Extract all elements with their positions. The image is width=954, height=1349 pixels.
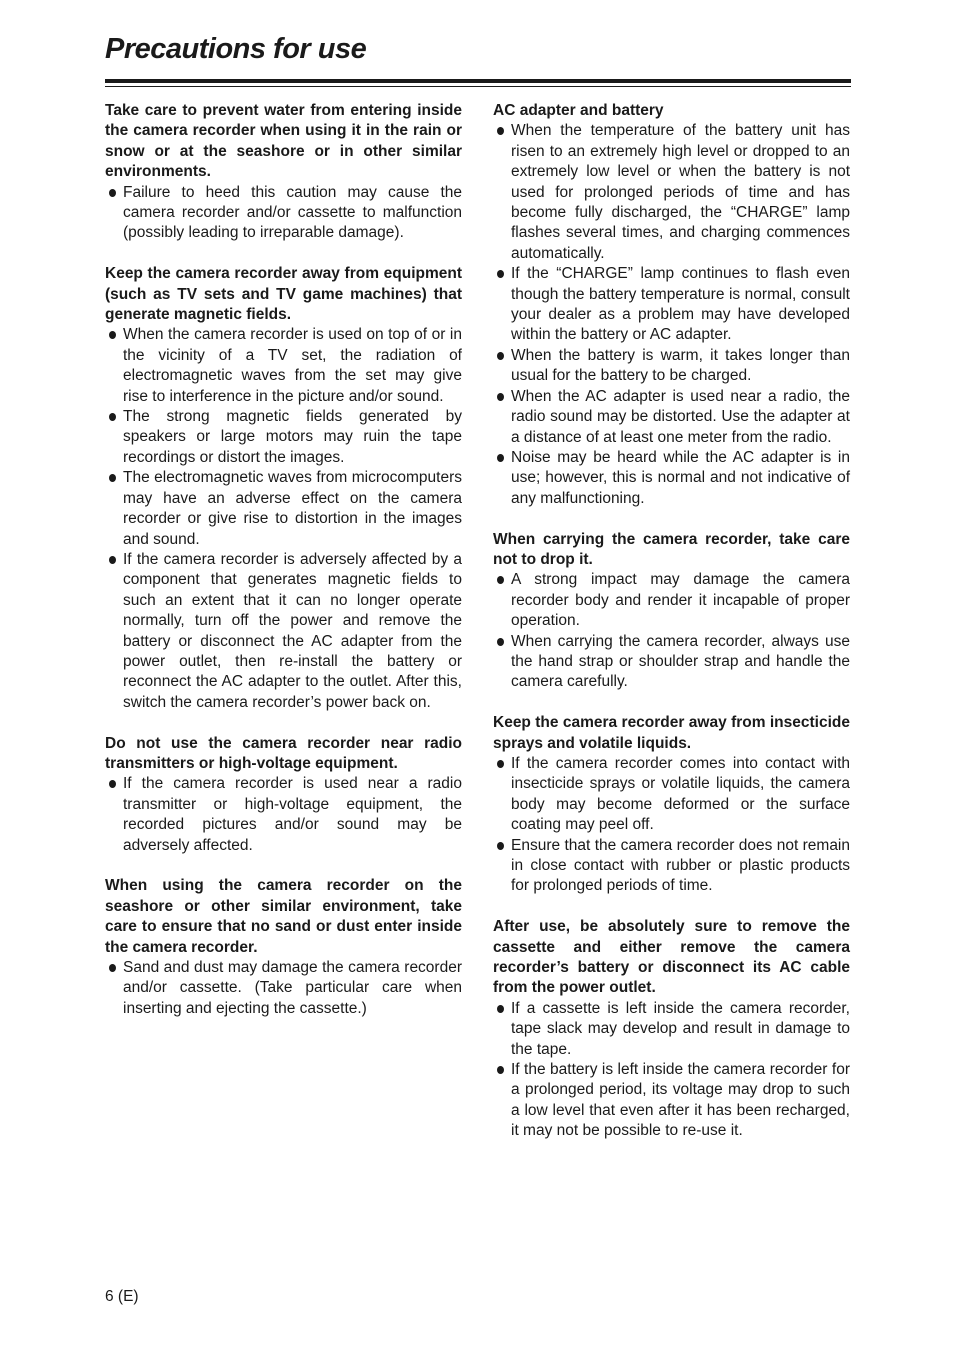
bullet-item: When the AC adapter is used near a radio, the radio sound may be distorted. Use the adapter at a distance of at least one meter from the radio. xyxy=(493,387,850,448)
bullet-item: The electromagnetic waves from microcomputers may have an adverse effect on the camera recorder or give rise to distortion in the images and sound. xyxy=(105,468,462,550)
title-rule-thick xyxy=(105,79,851,83)
bullet-item: Noise may be heard while the AC adapter is in use; however, this is normal and not indicative of any malfunctioning. xyxy=(493,448,850,509)
section-heading: After use, be absolutely sure to remove the cassette and either remove the camera recorder’s battery or disconnect its AC cable from the power outlet. xyxy=(493,918,850,997)
page-number: 6 (E) xyxy=(105,1288,139,1305)
bullet-item: When carrying the camera recorder, always use the hand strap or shoulder strap and handle the camera carefully. xyxy=(493,632,850,693)
bullet-list xyxy=(105,774,462,856)
title-rule-thin xyxy=(105,86,851,87)
section-heading: When using the camera recorder on the seashore or other similar environment, take care to ensure that no sand or dust enter inside the camera recorder. xyxy=(105,877,462,956)
bullet-list xyxy=(493,570,850,692)
section-magnetic-fields xyxy=(105,264,462,713)
bullet-item: If the battery is left inside the camera recorder for a prolonged period, its voltage may drop to such a low level that even after it has been recharged, it may not be possible to re-use it. xyxy=(493,1060,850,1142)
page-title: Precautions for use xyxy=(105,33,367,65)
bullet-list xyxy=(105,325,462,713)
section-heading: Keep the camera recorder away from equipment (such as TV sets and TV game machines) that generate magnetic fields. xyxy=(105,265,462,324)
bullet-item: When the temperature of the battery unit has risen to an extremely high level or dropped to an extremely low level or when the battery is not used for prolonged periods of time and has become fully discharged, the “CHARGE” lamp flashes several times, and charging commences automatically. xyxy=(493,121,850,264)
section-heading: AC adapter and battery xyxy=(493,102,664,119)
bullet-item: If the camera recorder is used near a radio transmitter or high-voltage equipment, the recorded pictures and/or sound may be adversely affected. xyxy=(105,774,462,856)
left-column xyxy=(105,101,462,1040)
bullet-item: Ensure that the camera recorder does not remain in close contact with rubber or plastic products for prolonged periods of time. xyxy=(493,836,850,897)
section-heading: Do not use the camera recorder near radio transmitters or high-voltage equipment. xyxy=(105,734,462,772)
section-heading: When carrying the camera recorder, take care not to drop it. xyxy=(493,530,850,568)
section-after-use xyxy=(493,917,850,1141)
bullet-item: If a cassette is left inside the camera recorder, tape slack may develop and result in damage to the tape. xyxy=(493,999,850,1060)
bullet-item: Failure to heed this caution may cause the camera recorder and/or cassette to malfunction (possibly leading to irreparable damage). xyxy=(105,183,462,244)
bullet-list xyxy=(493,121,850,509)
section-sand-dust xyxy=(105,876,462,1019)
bullet-list xyxy=(493,754,850,897)
bullet-item: The strong magnetic fields generated by speakers or large motors may ruin the tape recordings or distort the images. xyxy=(105,407,462,468)
bullet-item: When the camera recorder is used on top of or in the vicinity of a TV set, the radiation of electromagnetic waves from the set may give rise to interference in the picture and/or sound. xyxy=(105,325,462,407)
bullet-item: If the camera recorder is adversely affected by a component that generates magnetic fields to such an extent that it can no longer operate normally, turn off the power and remove the battery or disconnect the AC adapter from the power outlet, then re-install the battery or reconnect the AC adapter to the outlet. After this, switch the camera recorder’s power back on. xyxy=(105,550,462,713)
bullet-item: A strong impact may damage the camera recorder body and render it incapable of proper operation. xyxy=(493,570,850,631)
bullet-list xyxy=(105,958,462,1019)
bullet-list xyxy=(493,999,850,1142)
section-heading: Keep the camera recorder away from insecticide sprays and volatile liquids. xyxy=(493,714,850,752)
bullet-item: If the “CHARGE” lamp continues to flash even though the battery temperature is normal, consult your dealer as a problem may have developed within the battery or AC adapter. xyxy=(493,264,850,346)
section-heading: Take care to prevent water from entering inside the camera recorder when using it in the rain or snow or at the seashore or in other similar environments. xyxy=(105,102,462,181)
bullet-item: If the camera recorder comes into contact with insecticide sprays or volatile liquids, the camera body may become deformed or the surface coating may peel off. xyxy=(493,754,850,836)
bullet-list xyxy=(105,183,462,244)
section-ac-adapter-battery xyxy=(493,101,850,509)
bullet-item: When the battery is warm, it takes longer than usual for the battery to be charged. xyxy=(493,346,850,387)
section-insecticide xyxy=(493,713,850,897)
section-water xyxy=(105,101,462,244)
section-radio-transmitters xyxy=(105,734,462,856)
section-carrying xyxy=(493,530,850,693)
bullet-item: Sand and dust may damage the camera recorder and/or cassette. (Take particular care when inserting and ejecting the cassette.) xyxy=(105,958,462,1019)
right-column xyxy=(493,101,850,1162)
